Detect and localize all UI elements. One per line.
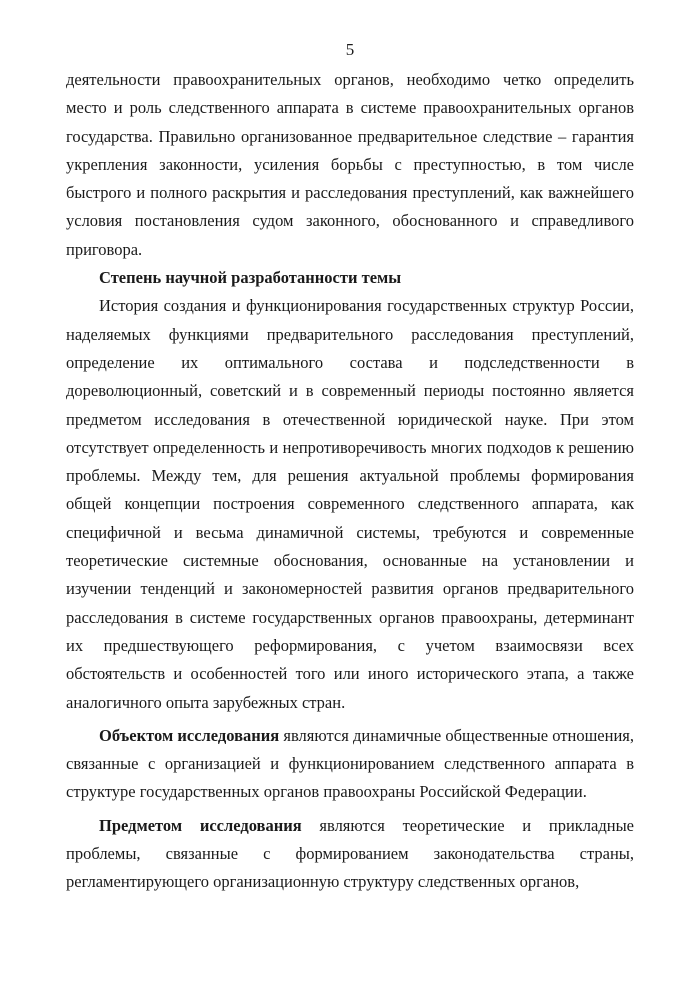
page-number: 5 (345, 40, 355, 59)
document-body (66, 66, 634, 897)
paragraph-object (66, 722, 634, 807)
subject-term: Предметом исследования (99, 815, 302, 835)
paragraph-research-history: История создания и функционирования государственных структур России, наделяемых функциями предварительного расследования преступлений, определение их оптимального состава и подследственности в дореволюционный, советский и в современный периоды постоянно является предметом исследования в отечественной юридической науке. При этом отсутствует определенность и непротиворечивость многих подходов к решению проблемы. Между тем, для решения актуальной проблемы формирования общей концепции построения современного следственного аппарата, как специфичной и весьма динамичной системы, требуются и современные теоретические системные обоснования, основанные на установлении и изучении тенденций и закономерностей развития органов предварительного расследования в системе государственных органов правоохраны, детерминант их предшествующего реформирования, с учетом взаимосвязи всех обстоятельств и особенностей того или иного исторического этапа, а также аналогичного опыта зарубежных стран. (66, 296, 634, 712)
object-text: являются динамичные общественные отношения, связанные с организацией и функционированием следственного аппарата в структуре государственных органов правоохраны Российской Федерации. (66, 725, 634, 802)
subject-text: являются теоретические и прикладные проблемы, связанные с формированием законодательства страны, регламентирующего организационную структуру следственных органов, (66, 815, 634, 892)
paragraph-subject (66, 812, 634, 897)
paragraph-continuation: деятельности правоохранительных органов, необходимо четко определить место и роль следственного аппарата в системе правоохранительных органов государства. Правильно организованное предварительное следствие – гарантия укрепления законности, усиления борьбы с преступностью, в том числе быстрого и полного раскрытия и расследования преступлений, как важнейшего условия постановления судом законного, обоснованного и справедливого приговора. (66, 70, 634, 259)
object-term: Объектом исследования (99, 725, 280, 745)
section-heading: Степень научной разработанности темы (99, 268, 402, 288)
